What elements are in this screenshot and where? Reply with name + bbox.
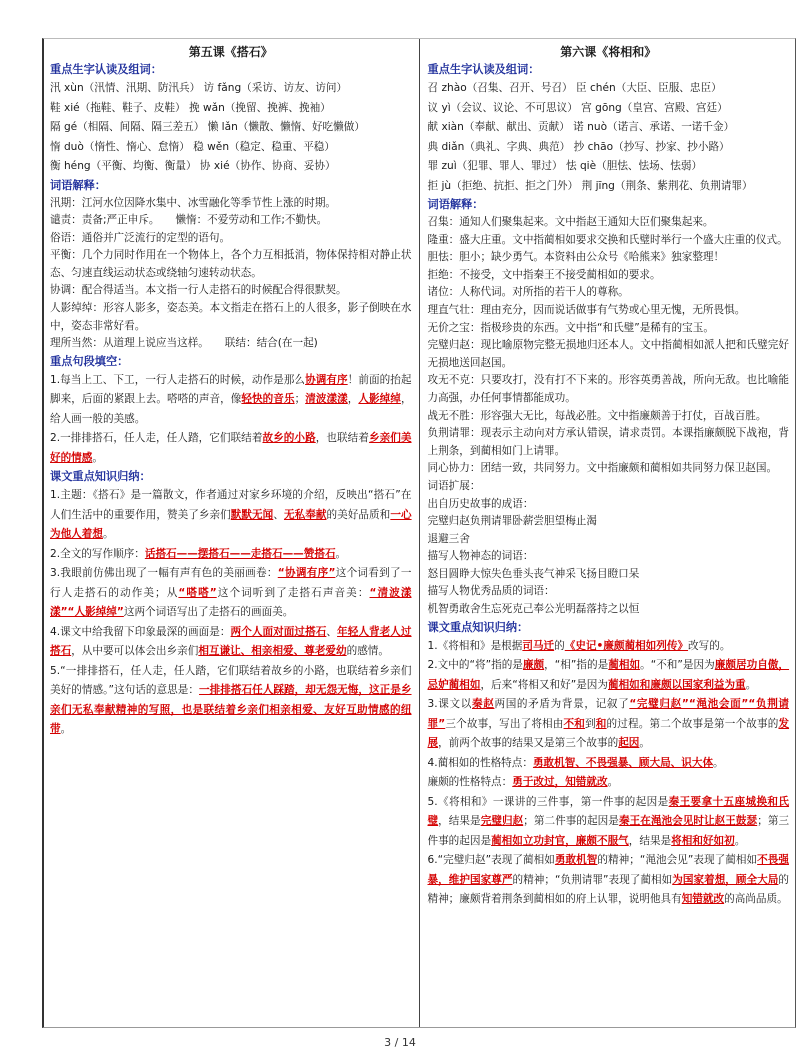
knowledge-item-4: 4.蔺相如的性格特点：勇敢机智、不畏强暴、顾大局、识大体。	[427, 756, 724, 769]
word-definition: 战无不胜：形容强大无比，每战必胜。文中指廉颇善于打仗，百战百胜。	[427, 409, 767, 422]
word-definition: 拒绝：不接受，文中指秦王不接受蔺相如的要求。	[427, 268, 661, 281]
vocab-line: 衡 héng（平衡、均衡、衡量） 协 xié（协作、协商、妥协）	[50, 160, 336, 172]
knowledge-item-4: 4.课文中给我留下印象最深的画面是：两个人面对面过搭石、年轻人背老人过搭石，从中要可以体会出乡亲们相互谦让、相亲相爱、尊老爱幼的感情。	[50, 625, 412, 658]
word-definition: 隆重：盛大庄重。文中指蔺相如要求交换和氏璧时举行一个盛大庄重的仪式。	[427, 233, 788, 246]
word-definition: 协调：配合得适当。本文指一行人走搭石的时候配合得很默契。	[50, 284, 347, 297]
document-sheet	[42, 38, 796, 1028]
lesson-5-title: 第五课《搭石》	[188, 45, 273, 59]
knowledge-item-2: 2.全文的写作顺序：话搭石——摆搭石——走搭石——赞搭石。	[50, 547, 347, 560]
sentence-item-2: 2.一排排搭石，任人走，任人踏，它们联结着故乡的小路，也联结着乡亲们美好的情感。	[50, 432, 412, 464]
word-definition: 平衡：几个力同时作用在一个物体上，各个力互相抵消，物体保持相对静止状态、匀速直线运动状态或绕轴匀速转动状态。	[50, 249, 412, 279]
vocab-line: 惰 duò（惰性、惰心、怠惰） 稳 wěn（稳定、稳重、平稳）	[50, 140, 335, 153]
word-extension: 描写人物神态的词语：	[427, 550, 534, 563]
page-number: 3 / 14	[384, 1036, 416, 1049]
vocab-line: 罪 zuì（犯罪、罪人、罪过） 怯 qiè（胆怯、怯场、怯弱）	[427, 160, 703, 172]
word-extension: 机智勇敢舍生忘死克己奉公光明磊落持之以恒	[427, 603, 640, 616]
word-extension: 完璧归赵负荆请罪卧薪尝胆望梅止渴	[427, 515, 597, 528]
knowledge-item-1: 1.主题：《搭石》是一篇散文，作者通过对家乡环境的介绍，反映出“搭石”在人们生活中的重要作用，赞美了乡亲们默默无闻、无私奉献的美好品质和一心为他人着想。	[50, 489, 412, 541]
vocab-line: 鞋 xié（拖鞋、鞋子、皮鞋） 挽 wǎn（挽留、挽裤、挽袖）	[50, 101, 331, 114]
words-heading: 词语解释：	[50, 178, 106, 192]
word-extension: 描写人物优秀品质的词语：	[427, 585, 555, 598]
vocab-line: 典 diǎn（典礼、字典、典范） 抄 chāo（抄写、抄家、抄小路）	[427, 140, 730, 153]
knowledge-item-5: 5.《将相和》一课讲的三件事，第一件事的起因是秦王要拿十五座城换和氏璧，结果是完璧归赵；第二件事的起因是秦王在渑池会见时让赵王鼓瑟；第三件事的起因是蔺相如立功封官，廉颇不服气，结果是将相和好如初。	[427, 795, 790, 847]
word-extension: 退避三舍	[427, 532, 470, 545]
word-definition: 谴责：责备;严正申斥。 懒惰：不爱劳动和工作;不勤快。	[50, 214, 328, 227]
knowledge-item-3: 3.我眼前仿佛出现了一幅有声有色的美丽画卷：“协调有序”这个词看到了一行人走搭石的动作美；从“嗒嗒”这个词听到了走搭石声音美：“清波漾漾”“人影绰绰”这两个词语写出了走搭石的画面美。	[50, 567, 412, 619]
word-definition: 人影绰绰：形容人影多，姿态美。本文指走在搭石上的人很多，影子倒映在水中，姿态非常好看。	[50, 302, 412, 332]
word-definition: 胆怯：胆小；缺少勇气。本资料由公众号《哈熊来》独家整理！	[427, 251, 725, 264]
sentence-heading: 重点句段填空：	[50, 354, 129, 368]
vocab-heading: 重点生字认读及组词：	[427, 63, 540, 76]
word-definition: 理所当然：从道理上说应当这样。 联结：结合(在一起)	[50, 337, 318, 350]
vocab-line: 汛 xùn（汛情、汛期、防汛兵） 访 fǎng（采访、访友、访问）	[50, 82, 348, 94]
lesson-6-title: 第六课《将相和》	[560, 45, 657, 59]
knowledge-item-2: 2.文中的“将”指的是廉颇，“相”指的是蔺相如。“不和”是因为廉颇居功自傲，忌妒蔺相如，后来“将相又和好”是因为蔺相如和廉颇以国家利益为重。	[427, 659, 790, 691]
knowledge-item-5: 5.“一排排搭石，任人走，任人踏，它们联结着故乡的小路，也联结着乡亲们美好的情感。”这句话的意思是：一排排搭石任人踩踏，却无怨无悔，这正是乡亲们无私奉献精神的写照，也是联结着乡亲们相亲相爱、友好互助情感的纽带。	[50, 664, 412, 736]
word-extension: 出自历史故事的成语：	[427, 497, 534, 510]
vocab-line: 议 yì（会议、议论、不可思议） 宫 gōng（皇宫、宫殿、宫廷）	[427, 101, 728, 114]
lesson-5-column	[44, 39, 420, 1027]
word-definition: 俗语：通俗并广泛流行的定型的语句。	[50, 231, 231, 244]
vocab-heading: 重点生字认读及组词：	[50, 63, 162, 76]
knowledge-heading: 课文重点知识归纳：	[427, 620, 529, 634]
knowledge-item-1: 1.《将相和》是根据司马迁的《史记•廉颇蔺相如列传》改写的。	[427, 639, 731, 652]
word-definition: 无价之宝：指极珍贵的东西。文中指“和氏璧”是稀有的宝玉。	[427, 321, 714, 334]
sentence-item-1: 1.每当上工、下工，一行人走搭石的时候，动作是那么协调有序！前面的抬起脚来，后面的紧跟上去。嗒嗒的声音，像轻快的音乐；清波漾漾，人影绰绰，给人画一般的美感。	[50, 373, 412, 425]
word-definition: 完璧归赵：现比喻原物完整无损地归还本人。文中指蔺相如派人把和氏璧完好无损地送回赵国。	[427, 339, 789, 369]
vocab-line: 隔 gé（相隔、间隔、隔三差五） 懒 lǎn（懒散、懒惰、好吃懒做）	[50, 121, 365, 133]
word-extension: 词语扩展：	[427, 479, 481, 492]
word-definition: 负荆请罪：现表示主动向对方承认错误，请求责罚。本课指廉颇脱下战袍，背上荆条，到蔺相如门上请罪。	[427, 427, 789, 457]
words-heading: 词语解释：	[427, 198, 484, 211]
word-definition: 理直气壮：理由充分，因而说话做事有气势或心里无愧，无所畏惧。	[427, 303, 746, 316]
word-definition: 诸位：人称代词。对所指的若干人的尊称。	[427, 286, 629, 299]
knowledge-item-4b: 廉颇的性格特点：勇于改过，知错就改。	[427, 776, 619, 789]
vocab-line: 献 xiàn（奉献、献出、贡献） 诺 nuò（诺言、承诺、一诺千金）	[427, 121, 735, 133]
knowledge-heading: 课文重点知识归纳：	[50, 470, 151, 484]
vocab-line: 召 zhào（召集、召开、号召） 臣 chén（大臣、臣服、忠臣）	[427, 82, 722, 94]
knowledge-item-6: 6.“完璧归赵”表现了蔺相如勇敢机智的精神；“渑池会见”表现了蔺相如不畏强暴，维护国家尊严的精神；“负荆请罪”表现了蔺相如为国家着想，顾全大局的精神；廉颇背着荆条到蔺相如的府上认罪，说明他具有知错就改的高尚品质。	[427, 854, 790, 906]
word-extension: 怒目圆睁大惊失色垂头丧气神采飞扬目瞪口呆	[427, 567, 640, 580]
knowledge-item-3: 3.课文以秦赵两国的矛盾为背景，记叙了“完璧归赵”“渑池会面”“负荆请罪”三个故事，写出了将相由不和到和的过程。第二个故事是第一个故事的发展，前两个故事的结果又是第三个故事的起因。	[427, 698, 790, 750]
word-definition: 召集：通知人们聚集起来。文中指赵王通知大臣们聚集起来。	[427, 216, 714, 228]
word-definition: 攻无不克：只要攻打，没有打不下来的。形容英勇善战，所向无敌。也比喻能力高强，办任何事情都能成功。	[427, 374, 789, 404]
lesson-6-column	[420, 39, 796, 1027]
word-definition: 同心协力：团结一致，共同努力。文中指廉颇和蔺相如共同努力保卫赵国。	[427, 462, 778, 475]
vocab-line: 拒 jù（拒绝、抗拒、拒之门外） 荆 jīng（荆条、紫荆花、负荆请罪）	[427, 179, 753, 192]
word-definition: 汛期：江河水位因降水集中、冰雪融化等季节性上涨的时期。	[50, 196, 337, 209]
